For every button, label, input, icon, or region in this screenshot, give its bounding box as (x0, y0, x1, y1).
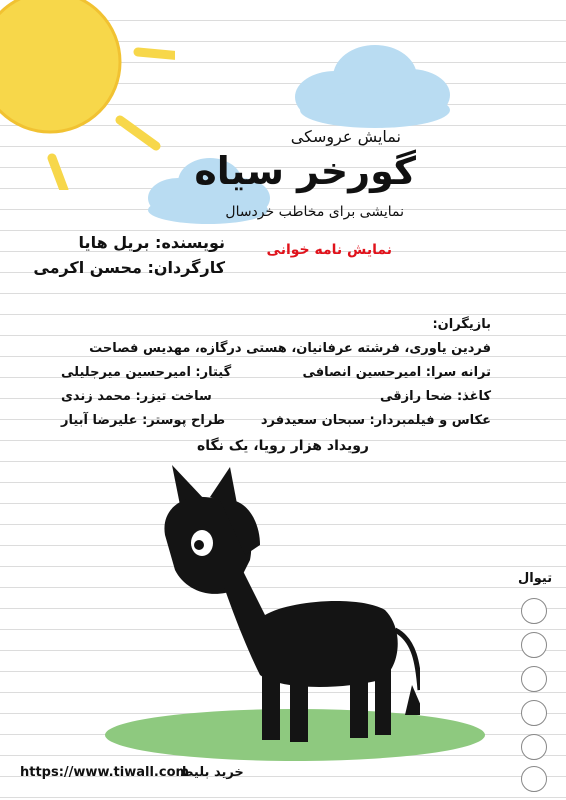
photographer-credit: عکاس و فیلمبردار: سبحان سعیدفرد (260, 413, 491, 428)
reading-label: نمایش نامه خوانی (266, 242, 392, 258)
sponsor-logo (521, 666, 547, 692)
ticket-link[interactable]: https://www.tiwall.com (20, 765, 190, 780)
donkey-illustration (150, 465, 420, 750)
iran-emblem-logo (521, 598, 547, 624)
paper-credit: کاغذ: ضحا رازقی (380, 389, 491, 404)
credit-row (61, 385, 491, 409)
director-credit: کارگردان: محسن اکرمی (33, 258, 225, 277)
event-tagline: رویداد هزار رویا، یک نگاه (197, 438, 369, 454)
sponsor-logo (521, 766, 547, 792)
cloud-illustration-large (290, 35, 455, 135)
ticket-label: خرید بلیط (180, 765, 244, 780)
credits-block (61, 313, 491, 433)
sponsor-title: تیوال (518, 571, 553, 586)
sponsor-logo (521, 632, 547, 658)
credit-row (61, 409, 491, 433)
audience-line: نمایشی برای مخاطب خردسال (225, 204, 404, 220)
poster-designer-credit: طراح پوستر: علیرضا آبیار (61, 413, 226, 428)
guitar-credit: گیتار: امیرحسین میرجلیلی (61, 365, 232, 380)
credit-row (61, 361, 491, 385)
writer-credit: نویسنده: بریل هایا (78, 233, 225, 252)
cast-list: فردین یاوری، فرشته عرفانیان، هستی درگازه، مهدیس فصاحت (89, 341, 491, 356)
teaser-credit: ساخت تیزر: محمد زندی (61, 389, 212, 404)
sponsor-logo (521, 734, 547, 760)
cast-heading: بازیگران: (432, 317, 491, 332)
poster-subtitle: نمایش عروسکی (290, 127, 401, 146)
songwriter-credit: ترانه سرا: امیرحسین انصافی (302, 365, 491, 380)
poster-title: گورخر سیاه (194, 149, 416, 193)
sponsor-logo (521, 700, 547, 726)
